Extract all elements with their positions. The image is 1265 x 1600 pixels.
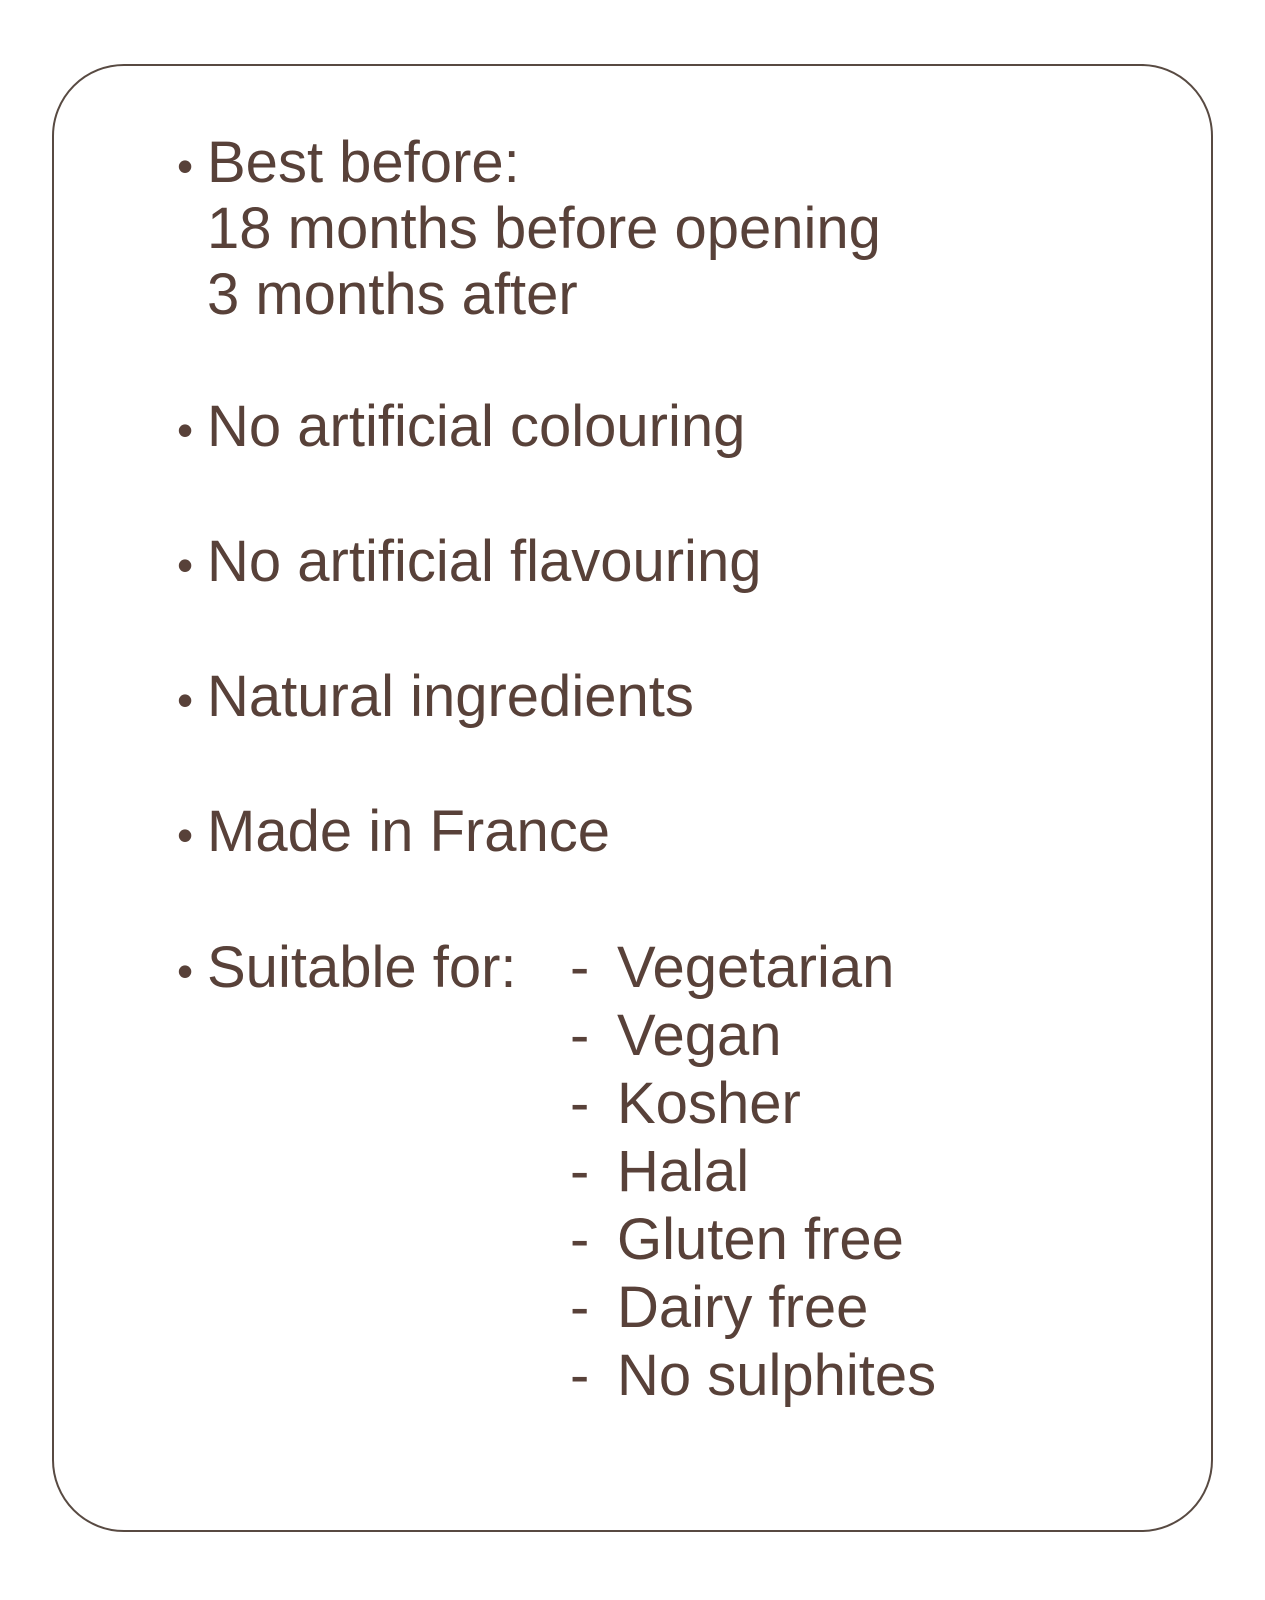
sub-list-item-no-sulphites: [570, 1342, 936, 1410]
sub-item-label: Halal: [617, 1139, 750, 1204]
dash-icon: -: [570, 1139, 590, 1204]
dash-icon: -: [570, 1003, 590, 1068]
list-item-best-before: [177, 130, 1181, 328]
sub-list-item-kosher: [570, 1070, 936, 1138]
sub-item-label: Vegan: [617, 1003, 782, 1068]
item-line: Made in France: [207, 799, 610, 864]
item-line: No artificial flavouring: [207, 529, 762, 594]
item-line: 3 months after: [207, 262, 578, 327]
sub-item-label: Gluten free: [617, 1207, 904, 1272]
list-item-no-artificial-colouring: [177, 394, 1181, 463]
bullet-icon: •: [177, 539, 194, 591]
item-text: [207, 394, 745, 460]
sub-list-item-halal: [570, 1138, 936, 1206]
dash-icon: -: [570, 1275, 590, 1340]
sub-item-label: Vegetarian: [617, 935, 895, 1000]
item-text: [207, 664, 694, 730]
suitable-for-label: Suitable for:: [207, 935, 517, 1000]
list-item-natural-ingredients: [177, 664, 1181, 733]
product-info-label-card: [52, 64, 1213, 1532]
sub-item-label: Dairy free: [617, 1275, 869, 1340]
list-item-no-artificial-flavouring: [177, 529, 1181, 598]
item-text: [207, 799, 610, 865]
dash-icon: -: [570, 1071, 590, 1136]
suitable-for-sub-list: [570, 934, 936, 1410]
bullet-icon: •: [177, 140, 194, 192]
item-line: No artificial colouring: [207, 394, 746, 459]
sub-list-item-vegetarian: [570, 934, 936, 1002]
item-text: [207, 529, 761, 595]
bullet-icon: •: [177, 674, 194, 726]
bullet-icon: •: [177, 945, 194, 997]
item-line: Natural ingredients: [207, 664, 694, 729]
sub-item-label: No sulphites: [617, 1343, 937, 1408]
list-item-made-in-france: [177, 799, 1181, 868]
item-text: [207, 130, 881, 328]
dash-icon: -: [570, 1343, 590, 1408]
item-line: Best before:: [207, 130, 520, 195]
list-item-suitable-for: [177, 934, 1181, 1410]
item-line: 18 months before opening: [207, 196, 881, 261]
sub-list-item-dairy-free: [570, 1274, 936, 1342]
dash-icon: -: [570, 935, 590, 1000]
sub-item-label: Kosher: [617, 1071, 801, 1136]
sub-list-item-gluten-free: [570, 1206, 936, 1274]
sub-list-item-vegan: [570, 1002, 936, 1070]
bullet-icon: •: [177, 809, 194, 861]
dash-icon: -: [570, 1207, 590, 1272]
bullet-icon: •: [177, 404, 194, 456]
